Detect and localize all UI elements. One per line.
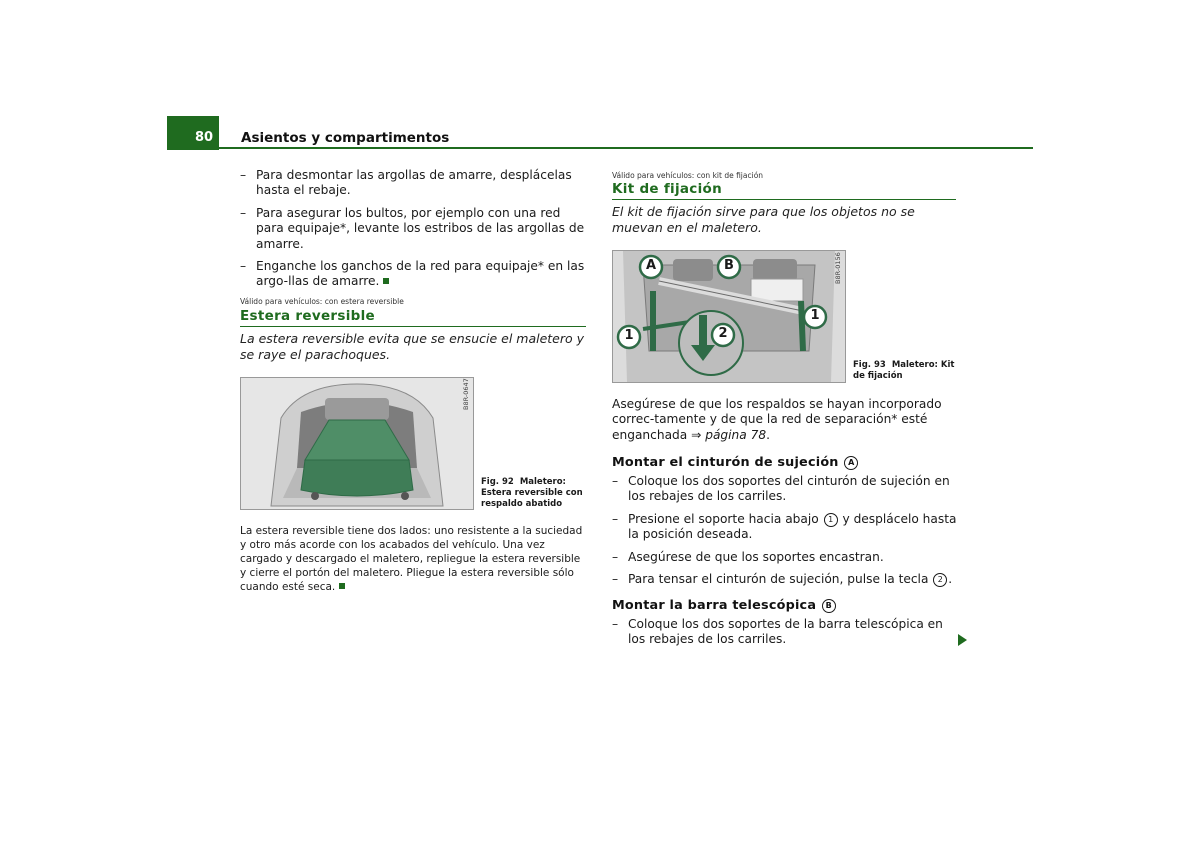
list-item: – Para desmontar las argollas de amarre, desplácelas hasta el rebaje. — [240, 168, 586, 199]
end-square-icon — [339, 583, 345, 589]
continue-arrow-icon — [958, 634, 967, 646]
figure-92-caption — [481, 477, 586, 510]
figure-number: Fig. 93 — [853, 360, 886, 370]
figure-93-image — [612, 250, 846, 383]
label-2: 2 — [718, 326, 728, 341]
section-title: Estera reversible — [240, 308, 586, 327]
list-item: – Para tensar el cinturón de sujeción, pulse la tecla 2 . — [612, 572, 958, 587]
right-intro-paragraph: Asegúrese de que los respaldos se hayan incorporado correc-tamente y de que la red de separación* esté enganchada ⇒ página 78. — [612, 397, 942, 442]
left-bullet-list — [240, 168, 586, 297]
subheading: Montar la barra telescópica B — [612, 598, 958, 613]
end-square-icon — [383, 278, 389, 284]
subheading: Montar el cinturón de sujeción A — [612, 455, 958, 470]
arrow-right-icon: ⇒ — [691, 427, 702, 442]
figure-92-image — [240, 377, 474, 510]
page-number: 80 — [167, 116, 219, 150]
header-rule — [219, 147, 1033, 149]
figure-code: B8R-0156 — [834, 252, 842, 284]
label-1: 1 — [810, 308, 820, 323]
running-title: Asientos y compartimentos — [241, 130, 450, 146]
list-item: – Para asegurar los bultos, por ejemplo con una red para equipaje*, levante los estribos de las argollas de amarre. — [240, 206, 586, 252]
left-body-paragraph: La estera reversible tiene dos lados: uno resistente a la suciedad y otro más acorde con los acabados del vehículo. Una vez cargado y descargado el maletero, repliegue la estera reversible y cierre el portón del maletero. Pliegue la estera reversible sólo cuando esté seca. — [240, 525, 583, 593]
section-title: Kit de fijación — [612, 181, 956, 200]
sub1-list — [612, 474, 958, 594]
figure-caption-text: Maletero: Kit de fijación — [853, 360, 955, 381]
label-b: B — [724, 258, 734, 273]
list-item: – Coloque los dos soportes del cinturón de sujeción en los rebajes de los carriles. — [612, 474, 958, 505]
list-item: – Asegúrese de que los soportes encastran. — [612, 550, 958, 565]
circled-letter-b-icon: B — [822, 599, 836, 613]
sub2-list — [612, 617, 958, 655]
figure-caption-text: Maletero: Estera reversible con respaldo abatido — [481, 477, 583, 509]
section-lead: El kit de fijación sirve para que los objetos no se muevan en el maletero. — [612, 204, 915, 235]
circled-letter-a-icon: A — [844, 456, 858, 470]
list-item: – Coloque los dos soportes de la barra telescópica en los rebajes de los carriles. — [612, 617, 958, 648]
circled-number-2-icon: 2 — [933, 573, 947, 587]
list-item: – Enganche los ganchos de la red para equipaje* en las argo-llas de amarre. — [240, 259, 586, 290]
label-a: A — [645, 258, 657, 273]
label-1: 1 — [624, 328, 634, 343]
circled-number-1-icon: 1 — [824, 513, 838, 527]
validity-note: Válido para vehículos: con kit de fijación — [612, 171, 764, 180]
car-trunk-reversible-mat-illustration — [241, 378, 473, 509]
validity-note: Válido para vehículos: con estera reversible — [240, 297, 404, 306]
page-link[interactable]: página 78 — [705, 427, 767, 442]
list-item: – Presione el soporte hacia abajo 1 y desplácelo hasta la posición deseada. — [612, 512, 958, 543]
figure-number: Fig. 92 — [481, 477, 514, 487]
figure-93-caption — [853, 360, 958, 382]
section-lead: La estera reversible evita que se ensucie el maletero y se raye el parachoques. — [240, 331, 585, 362]
figure-code: B8R-0647 — [462, 378, 470, 410]
